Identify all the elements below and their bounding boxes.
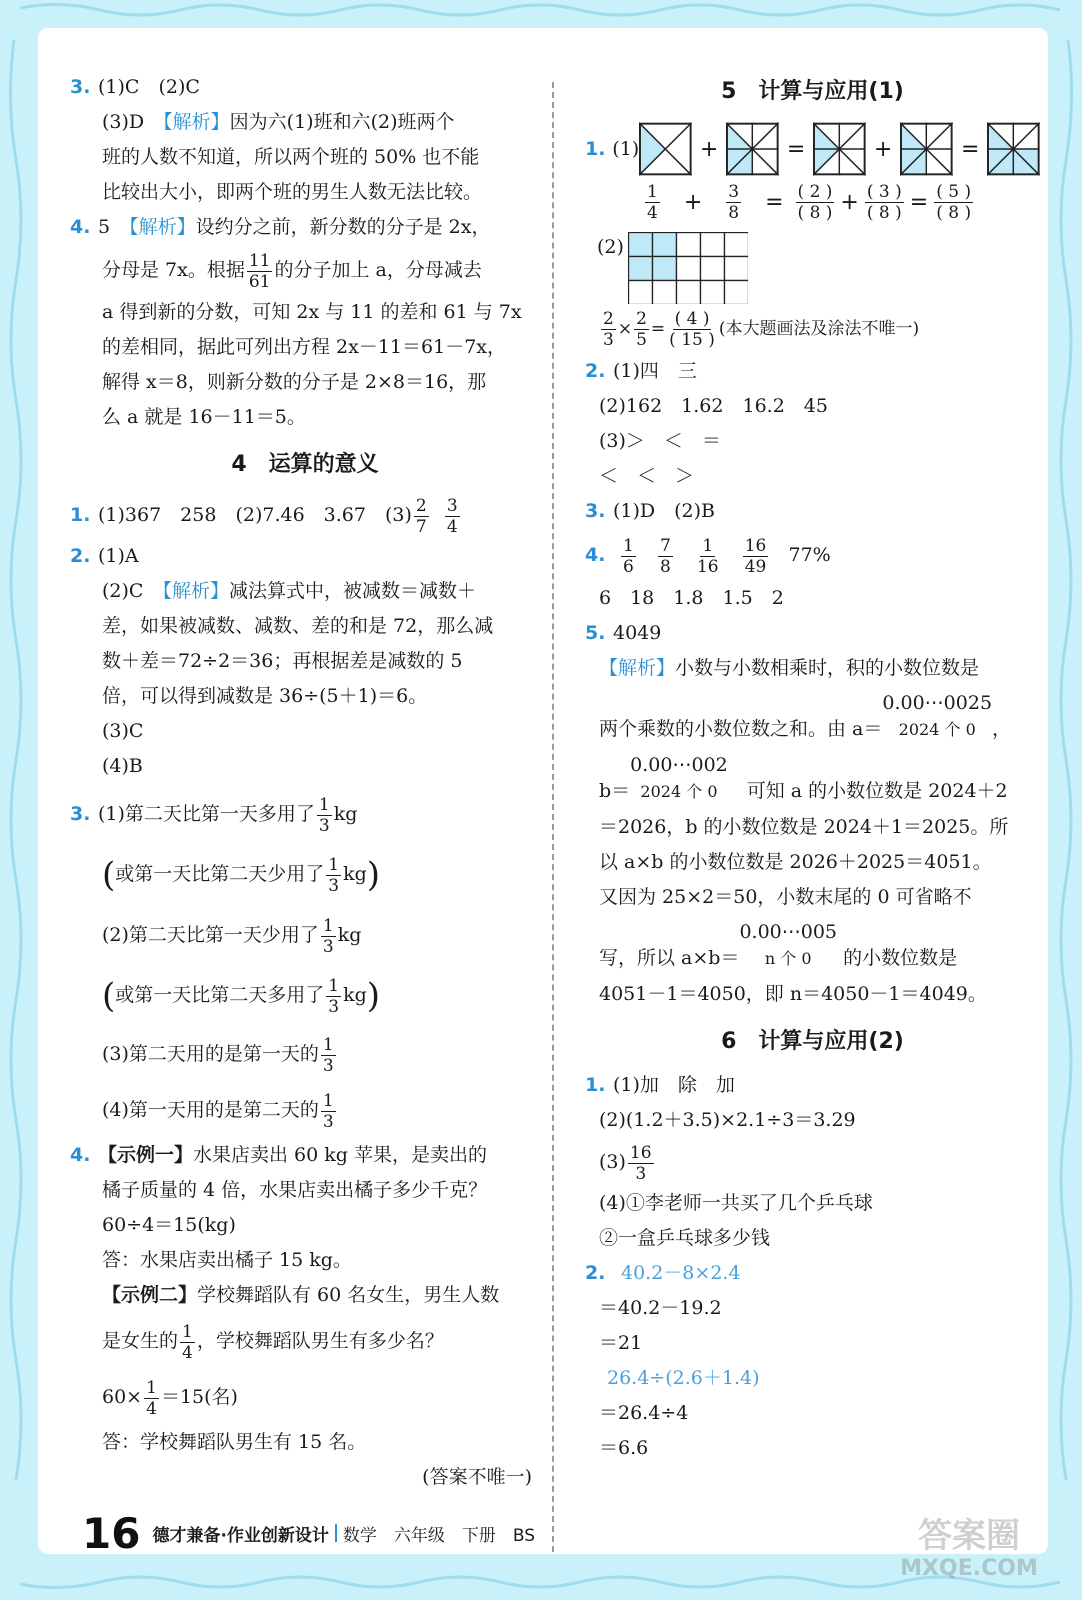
brace-label-b: 2024 个 0 — [640, 782, 718, 801]
s6q1-line1 — [585, 1068, 1040, 1103]
fraction-denominator: ( 8 ) — [936, 202, 972, 223]
fraction-numerator: 2 — [636, 309, 647, 329]
s5q5-line6: 又因为 25×2＝50，小数末尾的 0 可省略不 — [599, 886, 972, 908]
fraction-numerator: 3 — [446, 495, 458, 516]
fraction-2-7 — [414, 496, 429, 537]
s4q2-sub2: (2)C — [102, 580, 163, 602]
fraction-1-3 — [317, 795, 332, 836]
s4q2-line2 — [70, 574, 540, 609]
q3-text: (1)C (2)C — [98, 76, 200, 98]
s5q2-line4: ＜ ＜ ＞ — [599, 465, 695, 487]
s4q3-text1: (1)第二天比第一天多用了 — [98, 803, 315, 825]
s5q3-number: 3. — [585, 500, 606, 522]
fraction-numerator: 11 — [248, 250, 271, 271]
fraction-numerator: 16 — [744, 535, 767, 556]
fraction-denominator: 4 — [446, 516, 458, 537]
q4-value: 5 — [98, 216, 130, 238]
s5q2-number: 2. — [585, 360, 606, 382]
fraction-16-3 — [628, 1143, 654, 1184]
fraction-numerator: 1 — [318, 794, 330, 815]
s6q1-line4: (4)①李老师一共买了几个乒乓球 — [599, 1192, 873, 1214]
times-sign: × — [617, 319, 633, 339]
fraction-denominator: 3 — [603, 330, 614, 350]
s4q4-text6b: ，学校舞蹈队男生有多少名？ — [196, 1330, 444, 1352]
unit-kg: kg — [333, 803, 358, 825]
answer-not-unique-note: (答案不唯一) — [422, 1466, 532, 1488]
page-footer — [82, 1508, 535, 1558]
grid-cell — [724, 233, 748, 257]
fraction-denominator: 3 — [322, 936, 334, 957]
s4q4-number: 4. — [70, 1144, 91, 1166]
fraction-denominator: 8 — [660, 556, 671, 577]
unit-kg: kg — [337, 924, 362, 946]
grid-figure-row — [585, 230, 1040, 304]
fraction-numerator: 1 — [146, 1377, 157, 1398]
square-quarter-shaded — [639, 122, 692, 176]
fraction-denominator: 3 — [328, 996, 340, 1017]
grid-cell — [700, 257, 724, 281]
fraction-3-8-result — [865, 182, 904, 223]
brace-label-n: n 个 0 — [764, 949, 812, 968]
fraction-11-61 — [247, 251, 273, 292]
fraction-numerator: 1 — [623, 535, 634, 556]
q4-line4: 的差相同，据此可列出方程 2x－11＝61－7x， — [102, 336, 507, 358]
q3-line4: 比较出大小，即两个班的男生人数无法比较。 — [102, 181, 483, 203]
fraction-1-3 — [321, 1091, 336, 1132]
section-5-title: 5 计算与应用(1) — [721, 79, 904, 104]
watermark-line2: MXQE.COM — [900, 1556, 1038, 1581]
equals-sign: = — [765, 189, 784, 215]
grid-cell — [676, 233, 700, 257]
grid-cell — [700, 281, 724, 305]
fraction-numerator: 1 — [702, 535, 714, 556]
q3-analysis-tag: 【解析】 — [163, 111, 230, 133]
s4q4-text1: 水果店卖出 60 kg 苹果，是卖出的 — [193, 1144, 487, 1166]
plus-sign: + — [873, 136, 893, 162]
s4q2-sub3: (3)C — [102, 720, 144, 742]
fraction-2-3 — [601, 309, 616, 350]
grid-cell — [700, 233, 724, 257]
fraction-1-4 — [180, 1322, 195, 1363]
s4q3-text6: (4)第一天用的是第二天的 — [102, 1099, 319, 1121]
s5q5-line8: 4051－1＝4050，即 n＝4050－1＝4049。 — [599, 983, 987, 1005]
section-4-title: 4 运算的意义 — [231, 452, 379, 477]
q4-line2b: 的分子加上 a，分母减去 — [274, 259, 482, 281]
column-divider — [552, 82, 554, 1552]
s6q2-line2: ＝40.2－19.2 — [599, 1297, 722, 1319]
q3-sub3: (3)D — [102, 111, 164, 133]
q4-number: 4. — [70, 216, 91, 238]
decimal-b-value: 0.00⋯002 — [630, 754, 728, 776]
q4-analysis-tag: 【解析】 — [129, 216, 196, 238]
s5q2-line2: (2)162 1.62 16.2 45 — [599, 395, 828, 417]
fraction-denominator: 8 — [728, 202, 740, 223]
s4q3-text4: 或第一天比第二天多用了 — [115, 984, 325, 1006]
decimal-ab-value: 0.00⋯005 — [739, 921, 838, 943]
s5q5-answer: 4049 — [613, 622, 662, 644]
fraction-denominator: 3 — [322, 1055, 334, 1076]
fraction-denominator: 4 — [182, 1342, 193, 1363]
fraction-numerator: 2 — [415, 495, 427, 516]
q4-line2a: 分母是 7x。根据 — [102, 259, 245, 281]
s6q1-text1: (1)加 除 加 — [613, 1074, 735, 1096]
fraction-numerator: 1 — [322, 1090, 334, 1111]
q3-line3: 班的人数不知道，所以两个班的 50% 也不能 — [102, 146, 480, 168]
s5q1-part2-equation — [585, 304, 1040, 354]
watermark-logo — [874, 1516, 1064, 1586]
s4q2-answer — [70, 539, 540, 574]
fraction-1-16 — [695, 536, 721, 577]
s5q2-line1 — [585, 354, 1040, 389]
s4q4-text5: 学校舞蹈队有 60 名女生，男生人数 — [197, 1284, 500, 1306]
decimal-ab — [739, 915, 837, 968]
decimal-b — [630, 748, 728, 801]
s5q5-text2a: 两个乘数的小数位数之和。由 a＝ — [599, 718, 883, 740]
s6q2-line4: 26.4÷(2.6＋1.4) — [607, 1367, 760, 1389]
fraction-denominator: 16 — [696, 556, 719, 577]
s5q5-line4: ＝2026，b 的小数位数是 2024＋1＝2025。所 — [599, 816, 1009, 838]
square-three-eighths-shaded — [726, 122, 779, 176]
q4-line1: 设约分之前，新分数的分子是 2x， — [195, 216, 491, 238]
drawing-not-unique-note: (本大题画法及涂法不唯一) — [718, 319, 920, 339]
square-five-eighths-shaded — [987, 122, 1040, 176]
s5q4-line2: 6 18 1.8 1.5 2 — [599, 587, 784, 609]
left-column — [70, 70, 540, 1495]
fraction-numerator: 1 — [328, 975, 340, 996]
s5q5-text1: 小数与小数相乘时，积的小数位数是 — [675, 657, 980, 679]
s5q3-text1: (1)D (2)B — [613, 500, 716, 522]
s5q5-text7a: 写，所以 a×b＝ — [599, 947, 740, 969]
s4q3-text3: (2)第二天比第一天少用了 — [102, 924, 319, 946]
section-6-title: 6 计算与应用(2) — [721, 1029, 904, 1054]
fraction-denominator: 5 — [636, 330, 647, 350]
fraction-1-3 — [321, 916, 336, 957]
s4q4-text7b: ＝15(名) — [160, 1386, 238, 1408]
s5q5-comma: ， — [992, 718, 1012, 740]
s5q1-number: 1. — [585, 137, 606, 160]
s4q2-analysis-tag: 【解析】 — [162, 580, 229, 602]
fraction-numerator: ( 5 ) — [936, 181, 972, 202]
s4q4-line1 — [70, 1138, 540, 1173]
s4q4-text6a: 是女生的 — [102, 1330, 179, 1352]
s5q5-text3a: b＝ — [599, 780, 631, 802]
s6q2-line1 — [585, 1256, 1040, 1291]
fraction-denominator: 3 — [318, 815, 330, 836]
fraction-denominator: 4 — [146, 1398, 157, 1419]
grid-cell — [652, 257, 676, 281]
grid-cell — [628, 257, 652, 281]
s5q5-line0 — [585, 616, 1040, 651]
s5q5-line2 — [585, 686, 1040, 748]
fraction-numerator: 1 — [328, 854, 340, 875]
fraction-numerator: ( 3 ) — [866, 181, 902, 202]
plus-sign: + — [840, 189, 859, 215]
fraction-denominator: ( 8 ) — [797, 202, 833, 223]
equals-sign: = — [650, 319, 666, 339]
s4q4-line5 — [70, 1278, 540, 1313]
s6q2-expr1: 40.2－8×2.4 — [621, 1262, 741, 1284]
s5q3-line1 — [585, 494, 1040, 529]
fraction-numerator: 3 — [728, 181, 740, 202]
s4q2-number: 2. — [70, 545, 91, 567]
s5q2-line3: (3)＞ ＜ ＝ — [599, 430, 721, 452]
fraction-2-5 — [634, 309, 649, 350]
s4q1-text: (1)367 258 (2)7.46 3.67 (3) — [98, 504, 412, 526]
grid-cell — [676, 257, 700, 281]
q4-line2 — [70, 245, 540, 295]
fraction-numerator: ( 4 ) — [674, 309, 710, 329]
q4-line6: 么 a 就是 16－11＝5。 — [102, 406, 306, 428]
s6q2-line6: ＝6.6 — [599, 1437, 649, 1459]
book-meta: 数学 六年级 下册 BS — [342, 1525, 536, 1546]
q3-answer — [70, 70, 540, 105]
s4q4-line8: 答：学校舞蹈队男生有 15 名。 — [102, 1431, 367, 1453]
s4q2-sub1: (1)A — [98, 545, 139, 567]
fraction-numerator: 1 — [182, 1321, 193, 1342]
fraction-denominator: ( 15 ) — [669, 330, 715, 350]
s5q5-number: 5. — [585, 622, 606, 644]
fraction-denominator: 4 — [647, 202, 658, 223]
s5q5-analysis-tag: 【解析】 — [599, 657, 676, 679]
unit-kg: kg — [343, 984, 367, 1006]
fraction-numerator: 1 — [322, 1034, 334, 1055]
grid-cell — [676, 281, 700, 305]
fraction-2-8 — [796, 182, 835, 223]
s4q4-text7a: 60× — [102, 1386, 143, 1408]
s4q3-line2: (或第一天比第二天少用了 $\frac{1}{3}$ kg) — [102, 854, 381, 896]
s6q1-line3 — [585, 1138, 1040, 1186]
page-number: 16 — [82, 1508, 141, 1558]
square-three-eighths-shaded — [900, 122, 953, 176]
equals-sign: = — [786, 136, 806, 162]
fraction-denominator: 3 — [322, 1111, 334, 1132]
q4-line3: a 得到新的分数，可知 2x 与 11 的差和 61 与 7x — [102, 301, 522, 323]
fraction-1-3 — [321, 1035, 336, 1076]
fraction-4-15 — [667, 309, 717, 350]
s4q4-line7 — [70, 1369, 540, 1425]
s4q2-line3: 差，如果被减数、减数、差的和是 72，那么减 — [102, 615, 494, 637]
fraction-1-3 — [326, 976, 341, 1017]
s4q2-analysis-text: 减法算式中，被减数＝减数＋ — [228, 580, 476, 602]
s4q2-line5: 倍，可以得到减数是 36÷(5＋1)＝6。 — [102, 685, 428, 707]
fraction-numerator: 2 — [603, 309, 614, 329]
s5q5-text7c: 的小数位数是 — [837, 947, 958, 969]
unit-kg: kg — [343, 863, 367, 885]
decimal-a-value: 0.00⋯0025 — [882, 692, 993, 714]
example-two-tag: 【示例二】 — [102, 1284, 198, 1306]
s4q3-line3 — [70, 905, 540, 965]
decimal-a — [882, 686, 992, 739]
watermark-line1: 答案圈 — [918, 1516, 1020, 1556]
fraction-denominator: 3 — [635, 1163, 647, 1184]
fraction-1-3 — [326, 855, 341, 896]
fraction-3-8 — [726, 182, 741, 223]
s6q2-number: 2. — [585, 1262, 606, 1284]
fraction-numerator: 16 — [629, 1142, 652, 1163]
fraction-1-6 — [621, 536, 636, 577]
fraction-7-8 — [658, 536, 673, 577]
s4q4-line6 — [70, 1313, 540, 1369]
fraction-1-4 — [645, 182, 660, 223]
fraction-5-8 — [934, 182, 973, 223]
plus-sign: + — [699, 136, 719, 162]
s6q2-line5: ＝26.4÷4 — [599, 1402, 689, 1424]
s6q1-number: 1. — [585, 1074, 606, 1096]
q4-answer — [70, 210, 540, 245]
s5q5-line5: 以 a×b 的小数位数是 2026＋2025＝4051。 — [599, 851, 992, 873]
q3-analysis-text: 因为六(1)班和六(2)班两个 — [229, 111, 455, 133]
s4q3-line6 — [70, 1082, 540, 1138]
grid-cell — [652, 233, 676, 257]
s5q2-text1: (1)四 三 — [613, 360, 697, 382]
s6q1-text3: (3) — [599, 1151, 626, 1173]
s5q4-number: 4. — [585, 544, 606, 566]
fraction-numerator: 7 — [660, 535, 671, 556]
s4q2-line4: 数＋差＝72÷2＝36；再根据差是减数的 5 — [102, 650, 463, 672]
s5q5-line3 — [585, 748, 1040, 810]
grid-cell — [652, 281, 676, 305]
q3-line2 — [70, 105, 540, 140]
s5q5-text3c: 可知 a 的小数位数是 2024＋2 — [727, 780, 1008, 802]
fraction-denominator: 6 — [623, 556, 634, 577]
fraction-denominator: 3 — [328, 875, 340, 896]
q4-line5: 解得 x＝8，则新分数的分子是 2×8＝16，那 — [102, 371, 487, 393]
fraction-denominator: 7 — [415, 516, 427, 537]
equals-sign: = — [960, 136, 980, 162]
s5q5-line1 — [585, 651, 1040, 686]
brace-label-a: 2024 个 0 — [898, 720, 976, 739]
s4q3-text5: (3)第二天用的是第一天的 — [102, 1043, 319, 1065]
grid-cell — [628, 281, 652, 305]
s4q4-line2: 橘子质量的 4 倍，水果店卖出橘子多少千克？ — [102, 1179, 488, 1201]
fraction-3-4 — [445, 496, 460, 537]
fraction-denominator: 49 — [744, 556, 767, 577]
fraction-numerator: ( 2 ) — [797, 181, 833, 202]
fraction-numerator: 1 — [647, 181, 658, 202]
s4q3-line5 — [70, 1026, 540, 1082]
s4q3-number: 3. — [70, 803, 91, 825]
s6q1-line2: (2)(1.2＋3.5)×2.1÷3＝3.29 — [599, 1109, 856, 1131]
grid-two-fifteenths-of-two-thirds — [628, 232, 748, 304]
s6q2-line3: ＝21 — [599, 1332, 643, 1354]
equals-sign: = — [909, 189, 929, 215]
plus-sign: + — [683, 189, 703, 215]
s4q3-line4: (或第一天比第二天多用了 $\frac{1}{3}$ kg) — [102, 975, 381, 1017]
s4q3-text2: 或第一天比第二天少用了 — [115, 863, 325, 885]
s6q1-line5: ②一盒乒乓球多少钱 — [599, 1227, 771, 1249]
percent-value: 77% — [788, 544, 831, 566]
fraction-1-4 — [144, 1378, 159, 1419]
fraction-numerator: 1 — [322, 915, 334, 936]
fraction-labels-row — [585, 180, 1040, 224]
fraction-denominator: ( 8 ) — [866, 202, 902, 223]
q3-number: 3. — [70, 76, 91, 98]
s5q1-part2-label: (2) — [597, 236, 624, 258]
s4q3-line1 — [70, 784, 540, 844]
s5q5-line7 — [585, 915, 1040, 977]
grid-cell — [628, 233, 652, 257]
fraction-figure-row — [585, 118, 1040, 180]
example-one-tag: 【示例一】 — [98, 1144, 194, 1166]
s5q4-line1 — [585, 529, 1040, 581]
fraction-16-49 — [743, 536, 769, 577]
s4q4-line4: 答：水果店卖出橘子 15 kg。 — [102, 1249, 352, 1271]
fraction-denominator: 61 — [248, 271, 271, 292]
series-name: 德才兼备·作业创新设计 — [152, 1525, 329, 1546]
right-column — [585, 70, 1040, 1466]
s4q2-sub4: (4)B — [102, 755, 143, 777]
s5q1-part1-label: (1) — [612, 137, 640, 160]
grid-cell — [724, 257, 748, 281]
s4q4-line3: 60÷4＝15(kg) — [102, 1214, 236, 1236]
s4q1-number: 1. — [70, 504, 91, 526]
grid-cell — [724, 281, 748, 305]
footer-separator — [335, 1524, 337, 1542]
square-two-eighths-shaded — [813, 122, 866, 176]
s4q1-answer — [70, 491, 540, 539]
